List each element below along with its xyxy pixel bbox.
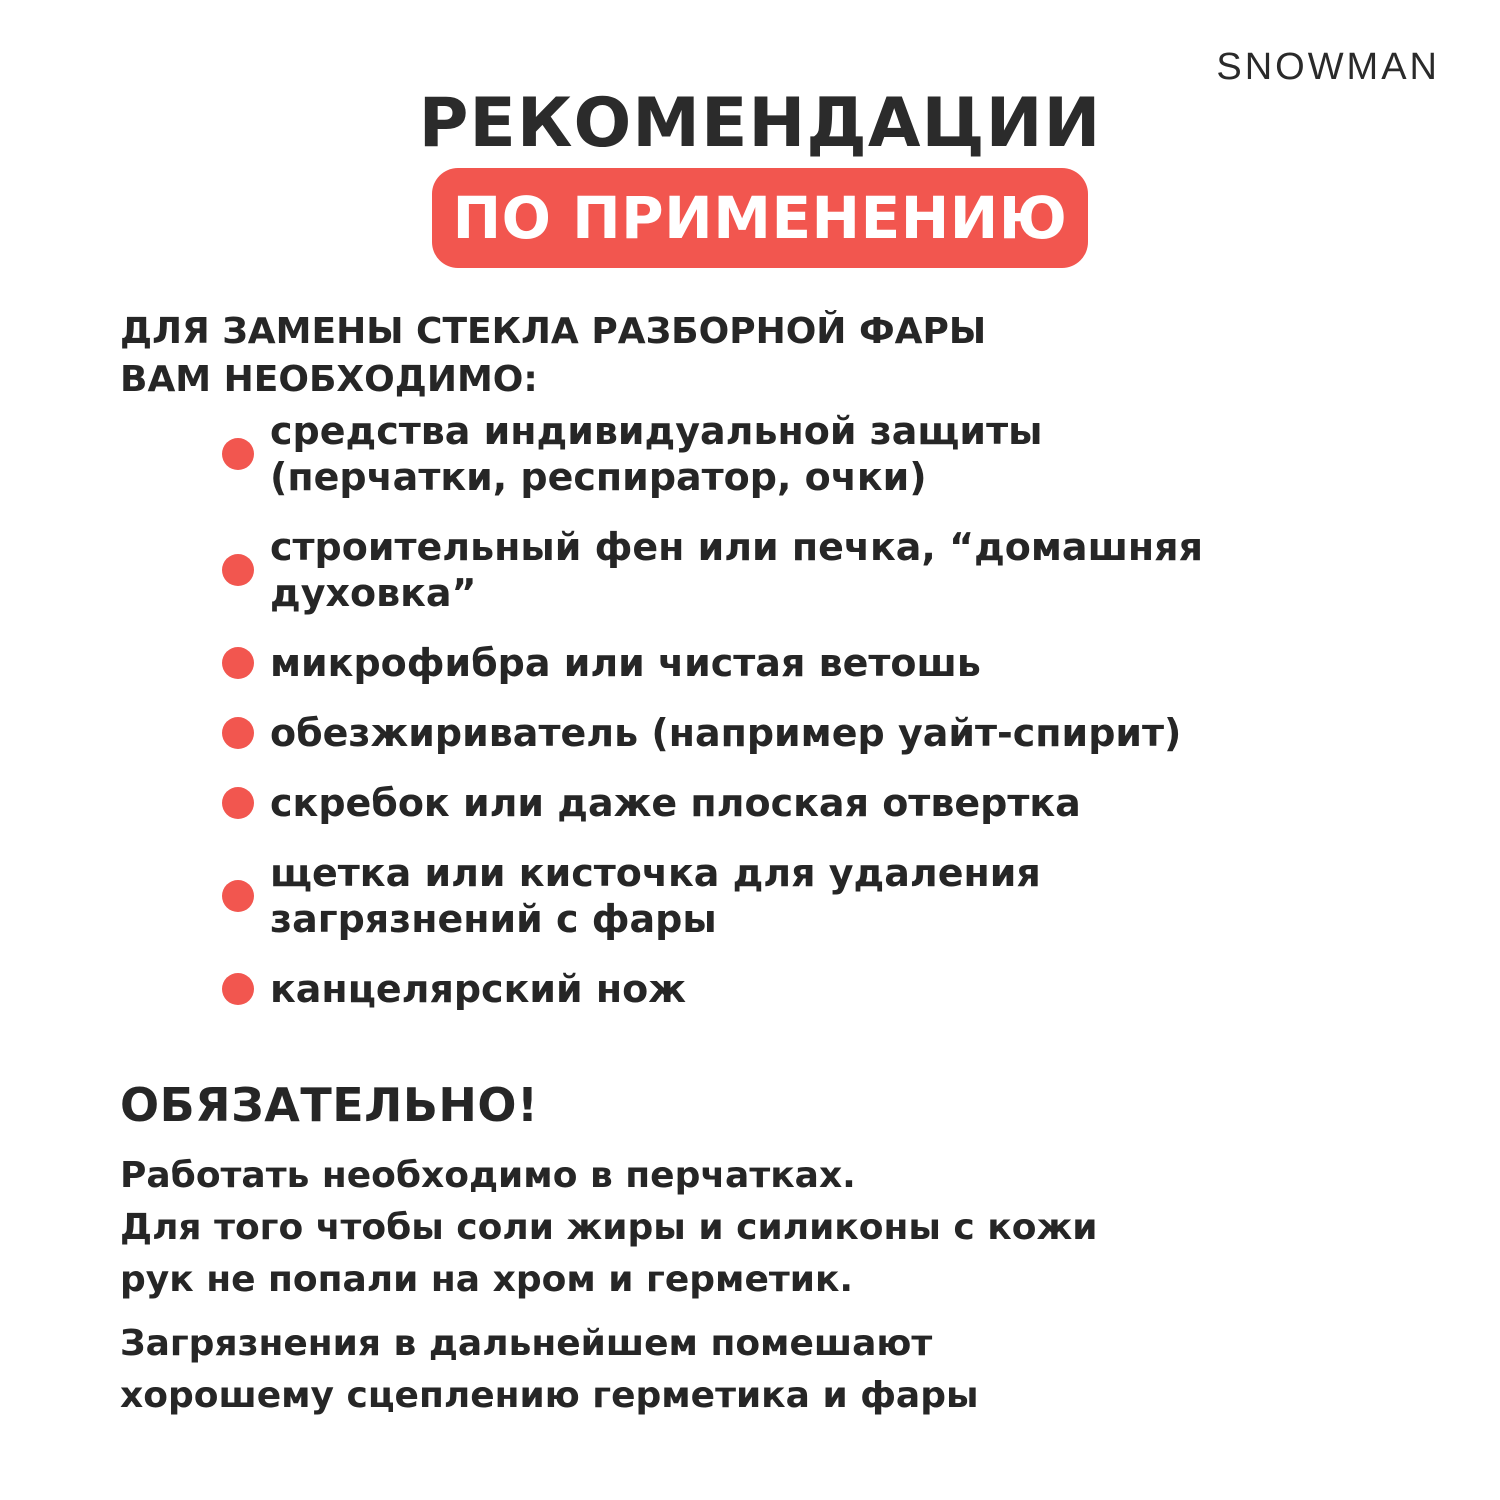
paragraph-line: Работать необходимо в перчатках.	[120, 1155, 856, 1196]
list-item-line: обезжириватель (например уайт-спирит)	[270, 711, 1182, 755]
list-item-line: щетка или кисточка для удаления	[270, 851, 1041, 895]
intro-line: ДЛЯ ЗАМЕНЫ СТЕКЛА РАЗБОРНОЙ ФАРЫ	[120, 311, 987, 352]
list-item-line: (перчатки, респиратор, очки)	[270, 455, 927, 499]
paragraph-line: хорошему сцеплению герметика и фары	[120, 1375, 979, 1416]
bullet-dot-icon	[222, 973, 254, 1005]
bullet-dot-icon	[222, 554, 254, 586]
list-item-line: духовка”	[270, 571, 477, 615]
list-item-line: микрофибра или чистая ветошь	[270, 641, 981, 685]
mandatory-heading: ОБЯЗАТЕЛЬНО!	[120, 1078, 539, 1132]
page-title: РЕКОМЕНДАЦИИ	[418, 84, 1102, 163]
list-item	[222, 524, 1282, 616]
paragraph-line: рук не попали на хром и герметик.	[120, 1259, 854, 1300]
bullet-dot-icon	[222, 880, 254, 912]
paragraph-line: Загрязнения в дальнейшем помешают	[120, 1323, 933, 1364]
list-item-line: загрязнений с фары	[270, 897, 717, 941]
page-subtitle-badge: ПО ПРИМЕНЕНИЮ	[432, 168, 1088, 268]
list-item-line: скребок или даже плоская отвертка	[270, 781, 1081, 825]
bullet-dot-icon	[222, 438, 254, 470]
list-item-text	[270, 966, 686, 1012]
contamination-paragraph	[120, 1318, 979, 1422]
intro-heading	[120, 308, 986, 404]
list-item-text	[270, 710, 1181, 756]
paragraph-line: Для того чтобы соли жиры и силиконы с кожи	[120, 1207, 1098, 1248]
list-item	[222, 780, 1282, 826]
bullet-dot-icon	[222, 787, 254, 819]
requirements-list	[222, 408, 1282, 1036]
brand-logo: SNOWMAN	[1216, 46, 1440, 88]
list-item	[222, 966, 1282, 1012]
list-item-text	[270, 640, 981, 686]
list-item-line: канцелярский нож	[270, 967, 687, 1011]
list-item	[222, 710, 1282, 756]
bullet-dot-icon	[222, 647, 254, 679]
list-item	[222, 850, 1282, 942]
list-item-text	[270, 780, 1081, 826]
list-item-line: средства индивидуальной защиты	[270, 409, 1043, 453]
list-item-text	[270, 850, 1041, 942]
mandatory-paragraph	[120, 1150, 1098, 1306]
list-item-line: строительный фен или печка, “домашняя	[270, 525, 1203, 569]
list-item-text	[270, 408, 1042, 500]
bullet-dot-icon	[222, 717, 254, 749]
list-item	[222, 640, 1282, 686]
list-item	[222, 408, 1282, 500]
intro-line: ВАМ НЕОБХОДИМО:	[120, 359, 538, 400]
list-item-text	[270, 524, 1203, 616]
